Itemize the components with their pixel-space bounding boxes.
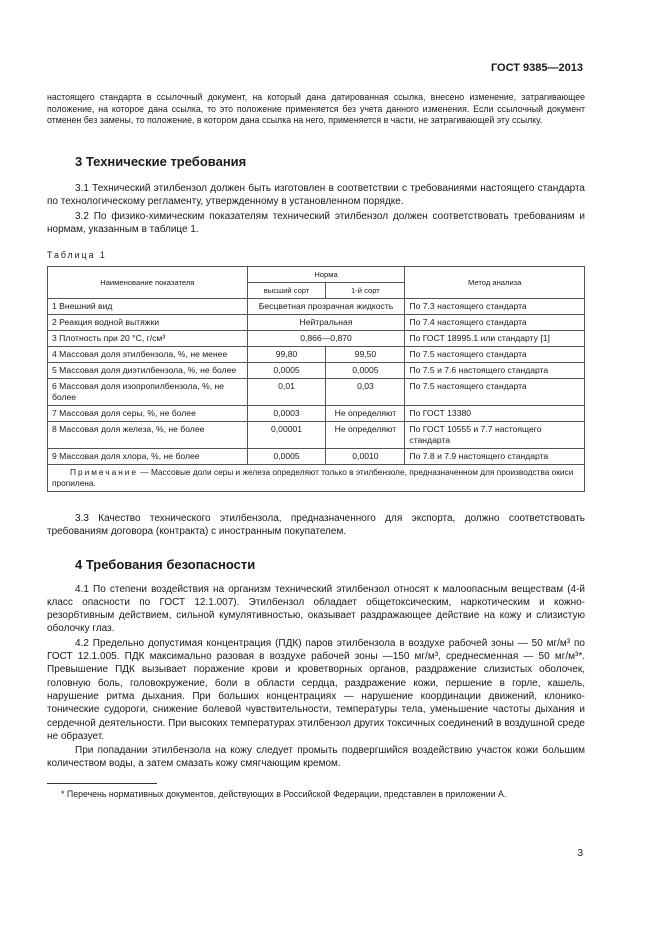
row-name: 4 Массовая доля этилбензола, %, не менее bbox=[48, 347, 248, 363]
row-first: Не определяют bbox=[326, 406, 405, 422]
row-method: По ГОСТ 13380 bbox=[405, 406, 585, 422]
row-norm: 0,866—0,870 bbox=[247, 331, 405, 347]
row-first: 0,03 bbox=[326, 379, 405, 406]
paragraph-3-2: 3.2 По физико-химическим показателям технический этилбензол должен соответствовать требованиям и нормам, указанным в таблице 1. bbox=[47, 210, 585, 235]
row-method: По 7.5 и 7.6 настоящего стандарта bbox=[405, 363, 585, 379]
header-grade-first: 1-й сорт bbox=[326, 283, 405, 299]
paragraph-4-2: 4.2 Предельно допустимая концентрация (ПДК) паров этилбензола в воздухе рабочей зоны — 50 мг/м³ по ГОСТ 12.1.005. ПДК максимально разовая в воздухе рабочей зоны —150 мг/м³, среднесменная — 50 мг/м³*. Превышение ПДК вызывает поражение крови и кроветворных органов, раздражение слизистых оболочек, головную боль, головокружение, боли в области сердца, раздражение кожи, першение в горле, кашель, нарушение ритма дыхания. При больших концентрациях — нарушение координации движений, клонико-тонические судороги, снижение болевой чувствительности, температуры тела, уменьшение частоты дыхания и сердечной деятельности. При высоких температурах этилбензол других токсичных соединений в воздушной среде не образует. bbox=[47, 637, 585, 742]
row-first: 0,0005 bbox=[326, 363, 405, 379]
row-name: 5 Массовая доля диэтилбензола, %, не более bbox=[48, 363, 248, 379]
table-row bbox=[48, 299, 585, 315]
row-name: 2 Реакция водной вытяжки bbox=[48, 315, 248, 331]
header-grade-top: высший сорт bbox=[247, 283, 326, 299]
row-name: 9 Массовая доля хлора, %, не более bbox=[48, 449, 248, 465]
table-row bbox=[48, 363, 585, 379]
row-name: 7 Массовая доля серы, %, не более bbox=[48, 406, 248, 422]
row-method: По 7.4 настоящего стандарта bbox=[405, 315, 585, 331]
row-norm: Бесцветная прозрачная жидкость bbox=[247, 299, 405, 315]
section-4-title: 4 Требования безопасности bbox=[75, 556, 256, 572]
row-top: 0,0005 bbox=[247, 363, 326, 379]
requirements-table bbox=[47, 266, 585, 492]
table-row bbox=[48, 449, 585, 465]
row-first: 99,50 bbox=[326, 347, 405, 363]
row-name: 3 Плотность при 20 °С, г/см³ bbox=[48, 331, 248, 347]
table-row bbox=[48, 406, 585, 422]
table-note bbox=[48, 465, 585, 492]
row-method: По 7.8 и 7.9 настоящего стандарта bbox=[405, 449, 585, 465]
row-top: 0,0005 bbox=[247, 449, 326, 465]
row-method: По 7.5 настоящего стандарта bbox=[405, 347, 585, 363]
footnote-divider bbox=[47, 783, 157, 784]
row-name: 1 Внешний вид bbox=[48, 299, 248, 315]
header-norm: Норма bbox=[247, 267, 405, 283]
note-label: Примечание bbox=[70, 467, 139, 477]
table-caption: Таблица 1 bbox=[47, 250, 107, 261]
header-name: Наименование показателя bbox=[48, 267, 248, 299]
page-content bbox=[47, 92, 585, 800]
table-row bbox=[48, 422, 585, 449]
paragraph-3-1: 3.1 Технический этилбензол должен быть изготовлен в соответствии с требованиями настоящего стандарта по технологическому регламенту, утвержденному в установленном порядке. bbox=[47, 183, 585, 208]
row-name: 6 Массовая доля изопропилбензола, %, не более bbox=[48, 379, 248, 406]
row-name: 8 Массовая доля железа, %, не более bbox=[48, 422, 248, 449]
row-first: Не определяют bbox=[326, 422, 405, 449]
row-first: 0,0010 bbox=[326, 449, 405, 465]
intro-paragraph: настоящего стандарта в ссылочный документ, на который дана датированная ссылка, внесено изменение, затрагивающее положение, на которое дана ссылка, то это положение применяется без учета данного изменения. Если ссылочный документ отменен без замены, то положение, в котором дана ссылка на него, применяется в части, не затрагивающей эту ссылку. bbox=[47, 92, 585, 126]
row-top: 0,0003 bbox=[247, 406, 326, 422]
paragraph-3-3: 3.3 Качество технического этилбензола, предназначенного для экспорта, должно соответствовать требованиям договора (контракта) с иностранным покупателем. bbox=[47, 513, 585, 538]
row-method: По ГОСТ 10555 и 7.7 настоящего стандарта bbox=[405, 422, 585, 449]
row-method: По 7.5 настоящего стандарта bbox=[405, 379, 585, 406]
table-row bbox=[48, 315, 585, 331]
row-top: 99,80 bbox=[247, 347, 326, 363]
row-method: По 7.3 настоящего стандарта bbox=[405, 299, 585, 315]
page-number: 3 bbox=[577, 848, 583, 859]
header-method: Метод анализа bbox=[405, 267, 585, 299]
row-norm: Нейтральная bbox=[247, 315, 405, 331]
table-row bbox=[48, 347, 585, 363]
section-3-title: 3 Технические требования bbox=[75, 154, 247, 170]
row-method: По ГОСТ 18995.1 или стандарту [1] bbox=[405, 331, 585, 347]
paragraph-4-1: 4.1 По степени воздействия на организм технический этилбензол относят к малоопасным веществам (4-й класс опасности по ГОСТ 12.1.007). Этилбензол обладает общетоксическим, наркотическим и кожно-резорбтивным действием, сильной кумулятивностью, оказывает раздражающее действие на кожу и слизистую оболочку глаз. bbox=[47, 583, 585, 635]
table-note-row bbox=[48, 465, 585, 492]
paragraph-4-3: При попадании этилбензола на кожу следует промыть подвергшийся воздействию участок кожи большим количеством воды, а затем смазать кожу смягчающим кремом. bbox=[47, 745, 585, 770]
document-header: ГОСТ 9385—2013 bbox=[490, 62, 583, 74]
table-row bbox=[48, 379, 585, 406]
footnote: * Перечень нормативных документов, действующих в Российской Федерации, представлен в приложении А. bbox=[61, 788, 507, 799]
note-text: — Массовые доли серы и железа определяют только в этилбензоле, предназначенном для производства окиси пропилена. bbox=[52, 467, 574, 488]
table-row bbox=[48, 331, 585, 347]
row-top: 0,00001 bbox=[247, 422, 326, 449]
row-top: 0,01 bbox=[247, 379, 326, 406]
